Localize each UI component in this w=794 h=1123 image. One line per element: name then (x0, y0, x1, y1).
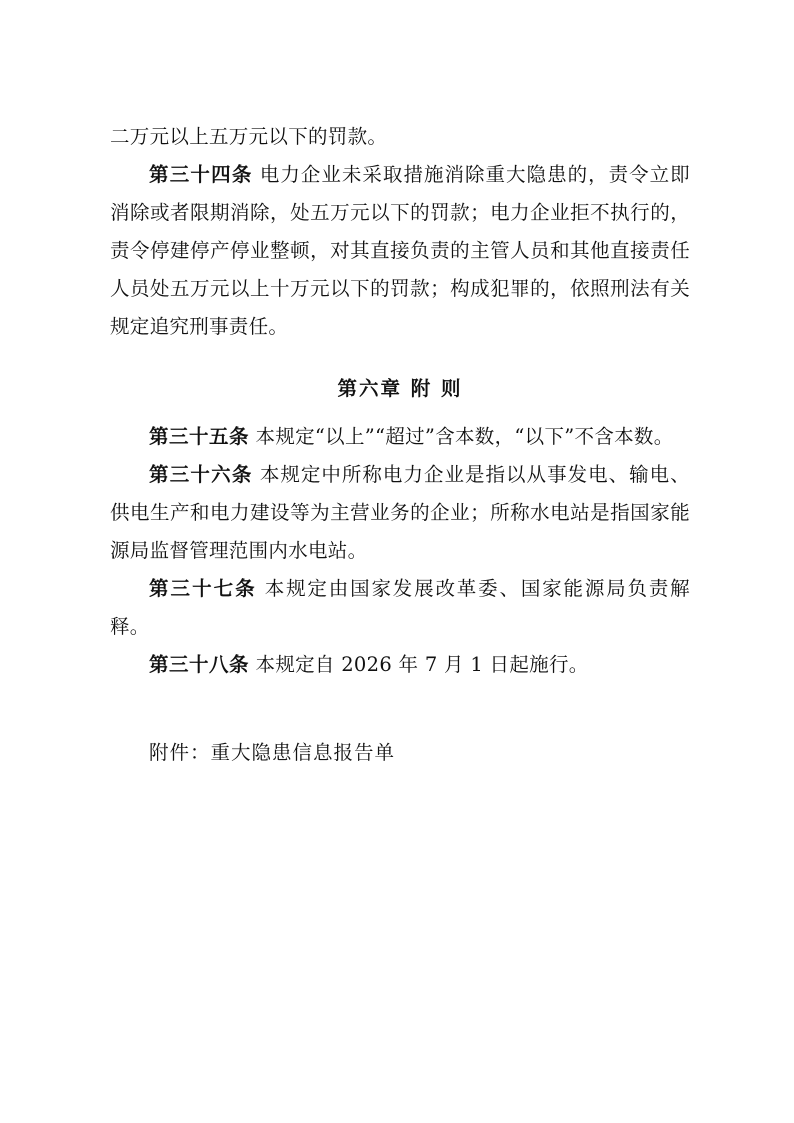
article-38-label: 第三十八条 (149, 653, 250, 676)
article-37-text: 本规定由国家发展改革委、国家能源局负责解释。 (110, 577, 690, 638)
article-36 (110, 456, 690, 570)
article-34-text: 电力企业未采取措施消除重大隐患的，责令立即消除或者限期消除，处五万元以下的罚款；电力企业拒不执行的，责令停建停产停业整顿，对其直接负责的主管人员和其他直接责任人员处五万元以上十万元以下的罚款；构成犯罪的，依照刑法有关规定追究刑事责任。 (110, 163, 690, 338)
article-36-label: 第三十六条 (149, 463, 253, 486)
article-35 (110, 418, 690, 456)
article-34-label: 第三十四条 (149, 163, 253, 186)
article-37 (110, 570, 690, 646)
attachment-note: 附件：重大隐患信息报告单 (149, 741, 396, 764)
article-37-label: 第三十七条 (149, 577, 257, 600)
article-38-text: 本规定自 2026 年 7 月 1 日起施行。 (255, 653, 589, 676)
article-35-text: 本规定“以上”“超过”含本数，“以下”不含本数。 (255, 425, 674, 448)
chapter-heading: 第六章 附 则 (337, 377, 463, 400)
article-38 (110, 646, 690, 684)
article-36-text: 本规定中所称电力企业是指以从事发电、输电、供电生产和电力建设等为主营业务的企业；所称水电站是指国家能源局监督管理范围内水电站。 (110, 463, 690, 562)
article-34 (110, 156, 690, 346)
document-body (110, 118, 690, 772)
paragraph-continued-text: 二万元以上五万元以下的罚款。 (110, 125, 388, 148)
article-35-label: 第三十五条 (149, 425, 250, 448)
paragraph-continued (110, 118, 690, 156)
